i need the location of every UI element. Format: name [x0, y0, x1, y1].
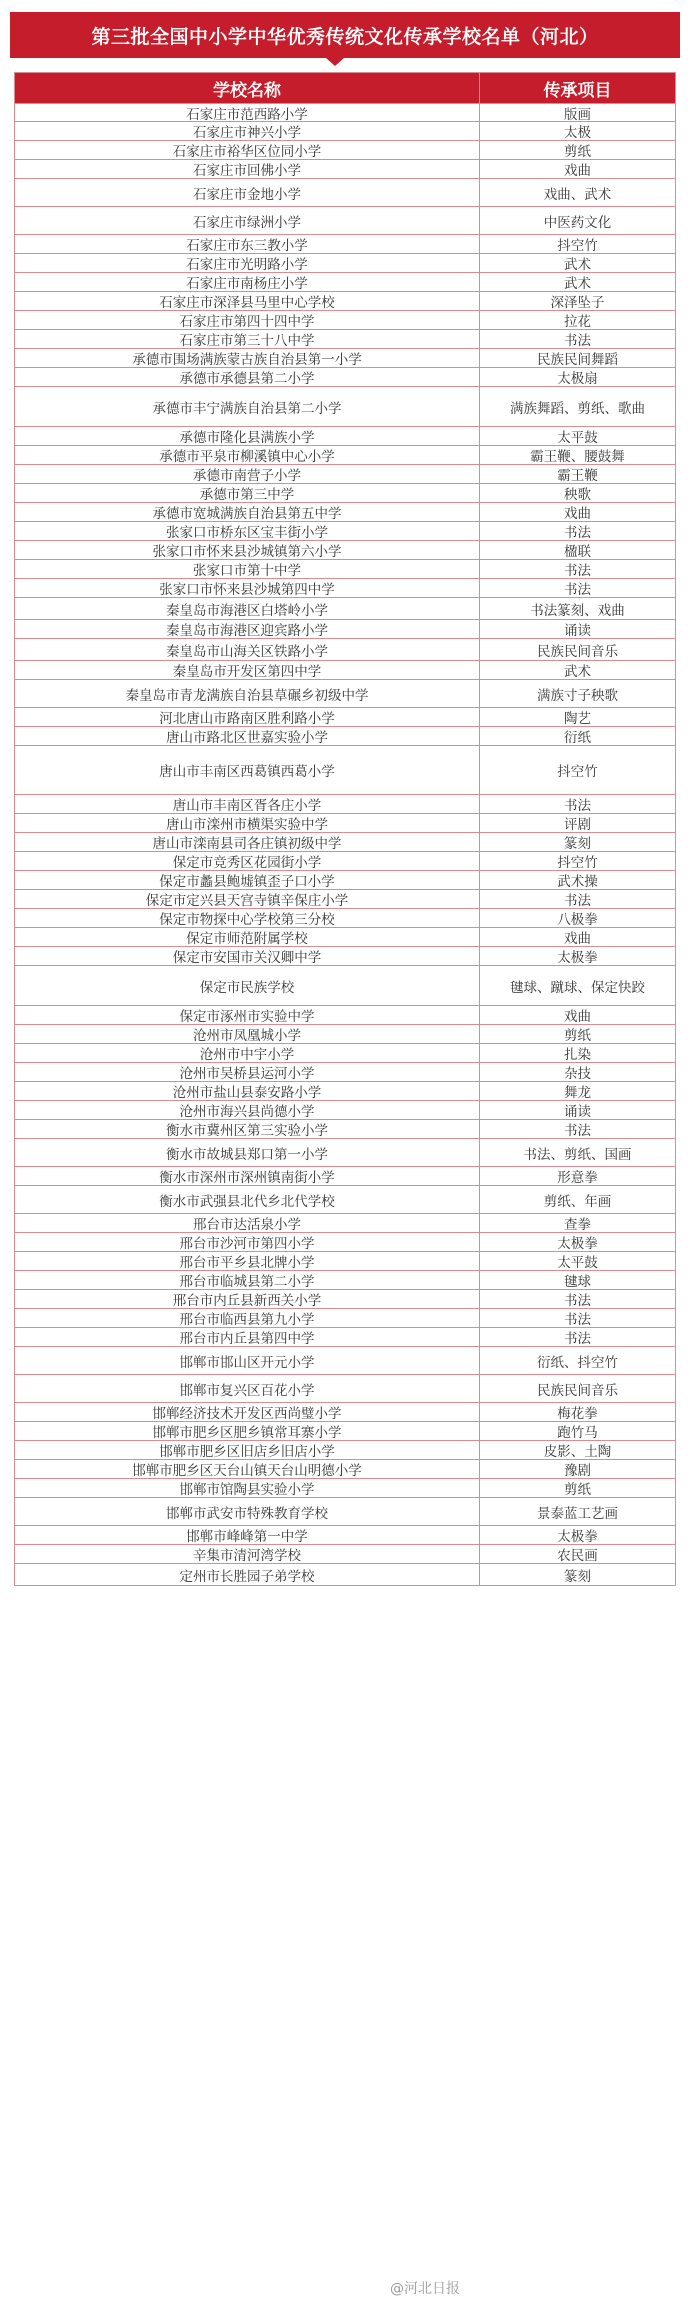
- heritage-item-cell: 抖空竹: [557, 855, 598, 871]
- heritage-item-cell: 篆刻: [564, 1568, 591, 1585]
- heritage-item-cell: 武术操: [557, 874, 598, 890]
- heritage-item-cell: 武术: [564, 664, 591, 680]
- table-row: [15, 707, 675, 726]
- table-row: [15, 1440, 675, 1459]
- table-row: [15, 1251, 675, 1270]
- table-row: [15, 946, 675, 965]
- school-name-cell: 保定市物探中心学校第三分校: [15, 909, 480, 927]
- heritage-item-cell: 戏曲、武术: [543, 186, 612, 203]
- school-name-cell: 承德市承德县第二小学: [15, 368, 480, 386]
- table-row: [15, 851, 675, 870]
- table-row: [15, 1213, 675, 1232]
- school-table: [14, 72, 676, 1586]
- heritage-item-cell: 太极拳: [557, 1529, 598, 1545]
- table-row: [15, 1166, 675, 1185]
- heritage-item-cell: 书法、剪纸、国画: [523, 1146, 632, 1163]
- table-row: [15, 1081, 675, 1100]
- table-row: [15, 1497, 675, 1525]
- school-name-cell: 石家庄市裕华区位同小学: [15, 141, 480, 159]
- school-name-cell: 邯郸市武安市特殊教育学校: [15, 1498, 480, 1525]
- heritage-item-cell: 毽球、蹴球、保定快跤: [510, 979, 645, 996]
- school-name-cell: 秦皇岛市海港区迎宾路小学: [15, 620, 480, 638]
- heritage-item-cell: 满族舞蹈、剪纸、歌曲: [510, 400, 645, 417]
- table-row: [15, 1289, 675, 1308]
- school-name-cell: 唐山市滦南县司各庄镇初级中学: [15, 833, 480, 851]
- heritage-item-cell: 诵读: [564, 1104, 591, 1120]
- heritage-item-cell: 民族民间音乐: [537, 1382, 618, 1399]
- school-name-cell: 张家口市怀来县沙城第四中学: [15, 579, 480, 597]
- heritage-item-cell: 剪纸: [564, 1482, 591, 1498]
- school-name-cell: 邢台市临城县第二小学: [15, 1271, 480, 1289]
- school-name-cell: 辛集市清河湾学校: [15, 1545, 480, 1563]
- table-row: [15, 660, 675, 679]
- table-row: [15, 426, 675, 445]
- table-row: [15, 559, 675, 578]
- school-name-cell: 沧州市吴桥县运河小学: [15, 1063, 480, 1081]
- heritage-item-cell: 太极拳: [557, 1236, 598, 1252]
- table-row: [15, 1308, 675, 1327]
- heritage-item-cell: 戏曲: [564, 931, 591, 947]
- table-row: [15, 578, 675, 597]
- heritage-item-cell: 评剧: [564, 817, 591, 833]
- heritage-item-cell: 查拳: [564, 1217, 591, 1233]
- school-name-cell: 保定市竞秀区花园街小学: [15, 852, 480, 870]
- school-name-cell: 秦皇岛市开发区第四中学: [15, 661, 480, 679]
- school-name-cell: 石家庄市东三教小学: [15, 235, 480, 253]
- table-row: [15, 1563, 675, 1585]
- school-name-cell: 石家庄市第四十四中学: [15, 311, 480, 329]
- table-row: [15, 832, 675, 851]
- table-row: [15, 521, 675, 540]
- school-name-cell: 沧州市盐山县泰安路小学: [15, 1082, 480, 1100]
- school-name-cell: 邯郸经济技术开发区西尚璧小学: [15, 1403, 480, 1421]
- table-row: [15, 502, 675, 521]
- school-name-cell: 邢台市临西县第九小学: [15, 1309, 480, 1327]
- heritage-item-cell: 中医药文化: [543, 214, 612, 231]
- heritage-item-cell: 衍纸: [564, 730, 591, 746]
- heritage-item-cell: 衍纸、抖空竹: [537, 1354, 618, 1371]
- table-row: [15, 445, 675, 464]
- heritage-item-cell: 八极拳: [557, 912, 598, 928]
- banner-pointer: [326, 58, 344, 66]
- school-name-cell: 邯郸市肥乡区肥乡镇常耳寨小学: [15, 1422, 480, 1440]
- school-name-cell: 邯郸市肥乡区旧店乡旧店小学: [15, 1441, 480, 1459]
- table-row: [15, 483, 675, 502]
- school-name-cell: 承德市隆化县满族小学: [15, 427, 480, 445]
- school-name-cell: 石家庄市范西路小学: [15, 104, 480, 121]
- heritage-item-cell: 秧歌: [564, 487, 591, 503]
- school-name-cell: 唐山市滦州市横渠实验中学: [15, 814, 480, 832]
- table-row: [15, 121, 675, 140]
- school-name-cell: 张家口市怀来县沙城镇第六小学: [15, 541, 480, 559]
- heritage-item-cell: 武术: [564, 276, 591, 292]
- heritage-item-cell: 书法: [564, 582, 591, 598]
- heritage-item-cell: 书法: [564, 525, 591, 541]
- school-name-cell: 承德市南营子小学: [15, 465, 480, 483]
- table-row: [15, 206, 675, 234]
- school-name-cell: 石家庄市深泽县马里中心学校: [15, 292, 480, 310]
- table-row: [15, 1185, 675, 1213]
- heritage-item-cell: 跑竹马: [557, 1425, 598, 1441]
- heritage-item-cell: 太极: [564, 125, 591, 141]
- heritage-item-cell: 剪纸、年画: [543, 1193, 612, 1210]
- school-name-cell: 邯郸市馆陶县实验小学: [15, 1479, 480, 1497]
- title-banner: [10, 12, 680, 58]
- school-name-cell: 邢台市达活泉小学: [15, 1214, 480, 1232]
- school-name-cell: 衡水市故城县郑口第一小学: [15, 1139, 480, 1166]
- heritage-item-cell: 皮影、土陶: [543, 1444, 612, 1460]
- table-row: [15, 178, 675, 206]
- heritage-item-cell: 豫剧: [564, 1463, 591, 1479]
- heritage-item-cell: 版画: [564, 106, 591, 123]
- school-name-cell: 保定市安国市关汉卿中学: [15, 947, 480, 965]
- table-row: [15, 794, 675, 813]
- table-row: [15, 1421, 675, 1440]
- heritage-item-cell: 景泰蓝工艺画: [537, 1505, 618, 1522]
- table-row: [15, 140, 675, 159]
- heritage-item-cell: 书法: [564, 1312, 591, 1328]
- heritage-item-cell: 太极扇: [557, 371, 598, 387]
- table-row: [15, 745, 675, 794]
- school-name-cell: 唐山市丰南区胥各庄小学: [15, 795, 480, 813]
- school-name-cell: 沧州市海兴县尚德小学: [15, 1101, 480, 1119]
- heritage-item-cell: 杂技: [564, 1066, 591, 1082]
- school-name-cell: 衡水市深州市深州镇南街小学: [15, 1167, 480, 1185]
- table-row: [15, 619, 675, 638]
- table-row: [15, 1043, 675, 1062]
- table-row: [15, 1270, 675, 1289]
- watermark: @河北日报: [390, 2281, 460, 2297]
- school-name-cell: 唐山市路北区世嘉实验小学: [15, 727, 480, 745]
- table-row: [15, 348, 675, 367]
- header-school-name: 学校名称: [15, 73, 480, 103]
- school-name-cell: 河北唐山市路南区胜利路小学: [15, 708, 480, 726]
- table-row: [15, 1544, 675, 1563]
- table-row: [15, 329, 675, 348]
- heritage-item-cell: 深泽坠子: [550, 295, 605, 311]
- school-name-cell: 邢台市平乡县北牌小学: [15, 1252, 480, 1270]
- table-row: [15, 908, 675, 927]
- school-name-cell: 保定市涿州市实验中学: [15, 1006, 480, 1024]
- table-row: [15, 1459, 675, 1478]
- table-body: [15, 103, 675, 1585]
- heritage-item-cell: 戏曲: [564, 1009, 591, 1025]
- table-row: [15, 870, 675, 889]
- school-name-cell: 邯郸市峰峰第一中学: [15, 1526, 480, 1544]
- heritage-item-cell: 抖空竹: [557, 764, 598, 780]
- heritage-item-cell: 抖空竹: [557, 238, 598, 254]
- table-row: [15, 386, 675, 426]
- school-name-cell: 保定市蠡县鲍墟镇歪子口小学: [15, 871, 480, 889]
- heritage-item-cell: 舞龙: [564, 1085, 591, 1101]
- heritage-item-cell: 梅花拳: [557, 1406, 598, 1422]
- table-row: [15, 1024, 675, 1043]
- table-row: [15, 679, 675, 707]
- table-row: [15, 965, 675, 1005]
- school-name-cell: 邢台市内丘县新西关小学: [15, 1290, 480, 1308]
- table-row: [15, 310, 675, 329]
- table-header: [15, 73, 675, 103]
- school-name-cell: 秦皇岛市海港区白塔岭小学: [15, 598, 480, 619]
- table-row: [15, 597, 675, 619]
- heritage-item-cell: 霸王鞭、腰鼓舞: [530, 449, 625, 465]
- table-row: [15, 1327, 675, 1346]
- school-name-cell: 石家庄市金地小学: [15, 179, 480, 206]
- heritage-item-cell: 书法: [564, 893, 591, 909]
- heritage-item-cell: 戏曲: [564, 163, 591, 179]
- table-row: [15, 638, 675, 660]
- heritage-item-cell: 太平鼓: [557, 1255, 598, 1271]
- table-row: [15, 1525, 675, 1544]
- school-name-cell: 石家庄市光明路小学: [15, 254, 480, 272]
- school-name-cell: 定州市长胜园子弟学校: [15, 1564, 480, 1585]
- heritage-item-cell: 剪纸: [564, 144, 591, 160]
- heritage-item-cell: 篆刻: [564, 836, 591, 852]
- table-row: [15, 1232, 675, 1251]
- school-name-cell: 石家庄市绿洲小学: [15, 207, 480, 234]
- heritage-item-cell: 毽球: [564, 1274, 591, 1290]
- heritage-item-cell: 满族寸子秧歌: [537, 687, 618, 704]
- heritage-item-cell: 陶艺: [564, 711, 591, 727]
- table-row: [15, 367, 675, 386]
- school-name-cell: 承德市宽城满族自治县第五中学: [15, 503, 480, 521]
- heritage-item-cell: 民族民间音乐: [537, 643, 618, 660]
- heritage-item-cell: 农民画: [557, 1548, 598, 1564]
- heritage-item-cell: 扎染: [564, 1047, 591, 1063]
- table-row: [15, 1119, 675, 1138]
- heritage-item-cell: 楹联: [564, 544, 591, 560]
- heritage-item-cell: 民族民间舞蹈: [537, 352, 618, 368]
- heritage-item-cell: 书法: [564, 333, 591, 349]
- page-title: 第三批全国中小学中华优秀传统文化传承学校名单（河北）: [91, 25, 599, 48]
- heritage-item-cell: 形意拳: [557, 1170, 598, 1186]
- table-row: [15, 1138, 675, 1166]
- school-name-cell: 邢台市内丘县第四中学: [15, 1328, 480, 1346]
- heritage-item-cell: 书法: [564, 798, 591, 814]
- school-name-cell: 衡水市武强县北代乡北代学校: [15, 1186, 480, 1213]
- table-row: [15, 272, 675, 291]
- school-name-cell: 石家庄市神兴小学: [15, 122, 480, 140]
- table-row: [15, 889, 675, 908]
- school-name-cell: 张家口市第十中学: [15, 560, 480, 578]
- table-row: [15, 540, 675, 559]
- heritage-item-cell: 剪纸: [564, 1028, 591, 1044]
- table-row: [15, 291, 675, 310]
- header-heritage-item: 传承项目: [543, 80, 612, 101]
- heritage-item-cell: 书法篆刻、戏曲: [530, 602, 625, 619]
- school-name-cell: 张家口市桥东区宝丰街小学: [15, 522, 480, 540]
- school-name-cell: 石家庄市第三十八中学: [15, 330, 480, 348]
- school-name-cell: 承德市围场满族蒙古族自治县第一小学: [15, 349, 480, 367]
- school-name-cell: 沧州市中宇小学: [15, 1044, 480, 1062]
- school-name-cell: 邯郸市邯山区开元小学: [15, 1347, 480, 1374]
- table-row: [15, 464, 675, 483]
- table-row: [15, 253, 675, 272]
- school-name-cell: 石家庄市回佛小学: [15, 160, 480, 178]
- heritage-item-cell: 书法: [564, 1123, 591, 1139]
- school-name-cell: 保定市民族学校: [15, 966, 480, 1005]
- table-row: [15, 813, 675, 832]
- school-name-cell: 邯郸市肥乡区天台山镇天台山明德小学: [15, 1460, 480, 1478]
- heritage-item-cell: 书法: [564, 1331, 591, 1347]
- heritage-item-cell: 太平鼓: [557, 430, 598, 446]
- table-row: [15, 234, 675, 253]
- school-name-cell: 秦皇岛市青龙满族自治县草碾乡初级中学: [15, 680, 480, 707]
- table-row: [15, 1062, 675, 1081]
- table-row: [15, 1100, 675, 1119]
- school-name-cell: 邯郸市复兴区百花小学: [15, 1375, 480, 1402]
- heritage-item-cell: 太极拳: [557, 950, 598, 966]
- table-row: [15, 726, 675, 745]
- school-name-cell: 承德市平泉市柳溪镇中心小学: [15, 446, 480, 464]
- table-row: [15, 927, 675, 946]
- heritage-item-cell: 书法: [564, 1293, 591, 1309]
- table-row: [15, 1478, 675, 1497]
- school-name-cell: 秦皇岛市山海关区铁路小学: [15, 639, 480, 660]
- table-row: [15, 159, 675, 178]
- heritage-item-cell: 霸王鞭: [557, 468, 598, 484]
- heritage-item-cell: 武术: [564, 257, 591, 273]
- school-name-cell: 邢台市沙河市第四小学: [15, 1233, 480, 1251]
- heritage-item-cell: 诵读: [564, 623, 591, 639]
- table-row: [15, 1402, 675, 1421]
- school-name-cell: 承德市丰宁满族自治县第二小学: [15, 387, 480, 426]
- school-name-cell: 承德市第三中学: [15, 484, 480, 502]
- school-name-cell: 保定市定兴县天宫寺镇辛保庄小学: [15, 890, 480, 908]
- table-row: [15, 103, 675, 121]
- heritage-item-cell: 拉花: [564, 314, 591, 330]
- school-name-cell: 沧州市凤凰城小学: [15, 1025, 480, 1043]
- table-row: [15, 1374, 675, 1402]
- school-name-cell: 保定市师范附属学校: [15, 928, 480, 946]
- school-name-cell: 衡水市冀州区第三实验小学: [15, 1120, 480, 1138]
- school-name-cell: 唐山市丰南区西葛镇西葛小学: [15, 746, 480, 794]
- table-row: [15, 1346, 675, 1374]
- table-row: [15, 1005, 675, 1024]
- heritage-item-cell: 书法: [564, 563, 591, 579]
- school-name-cell: 石家庄市南杨庄小学: [15, 273, 480, 291]
- heritage-item-cell: 戏曲: [564, 506, 591, 522]
